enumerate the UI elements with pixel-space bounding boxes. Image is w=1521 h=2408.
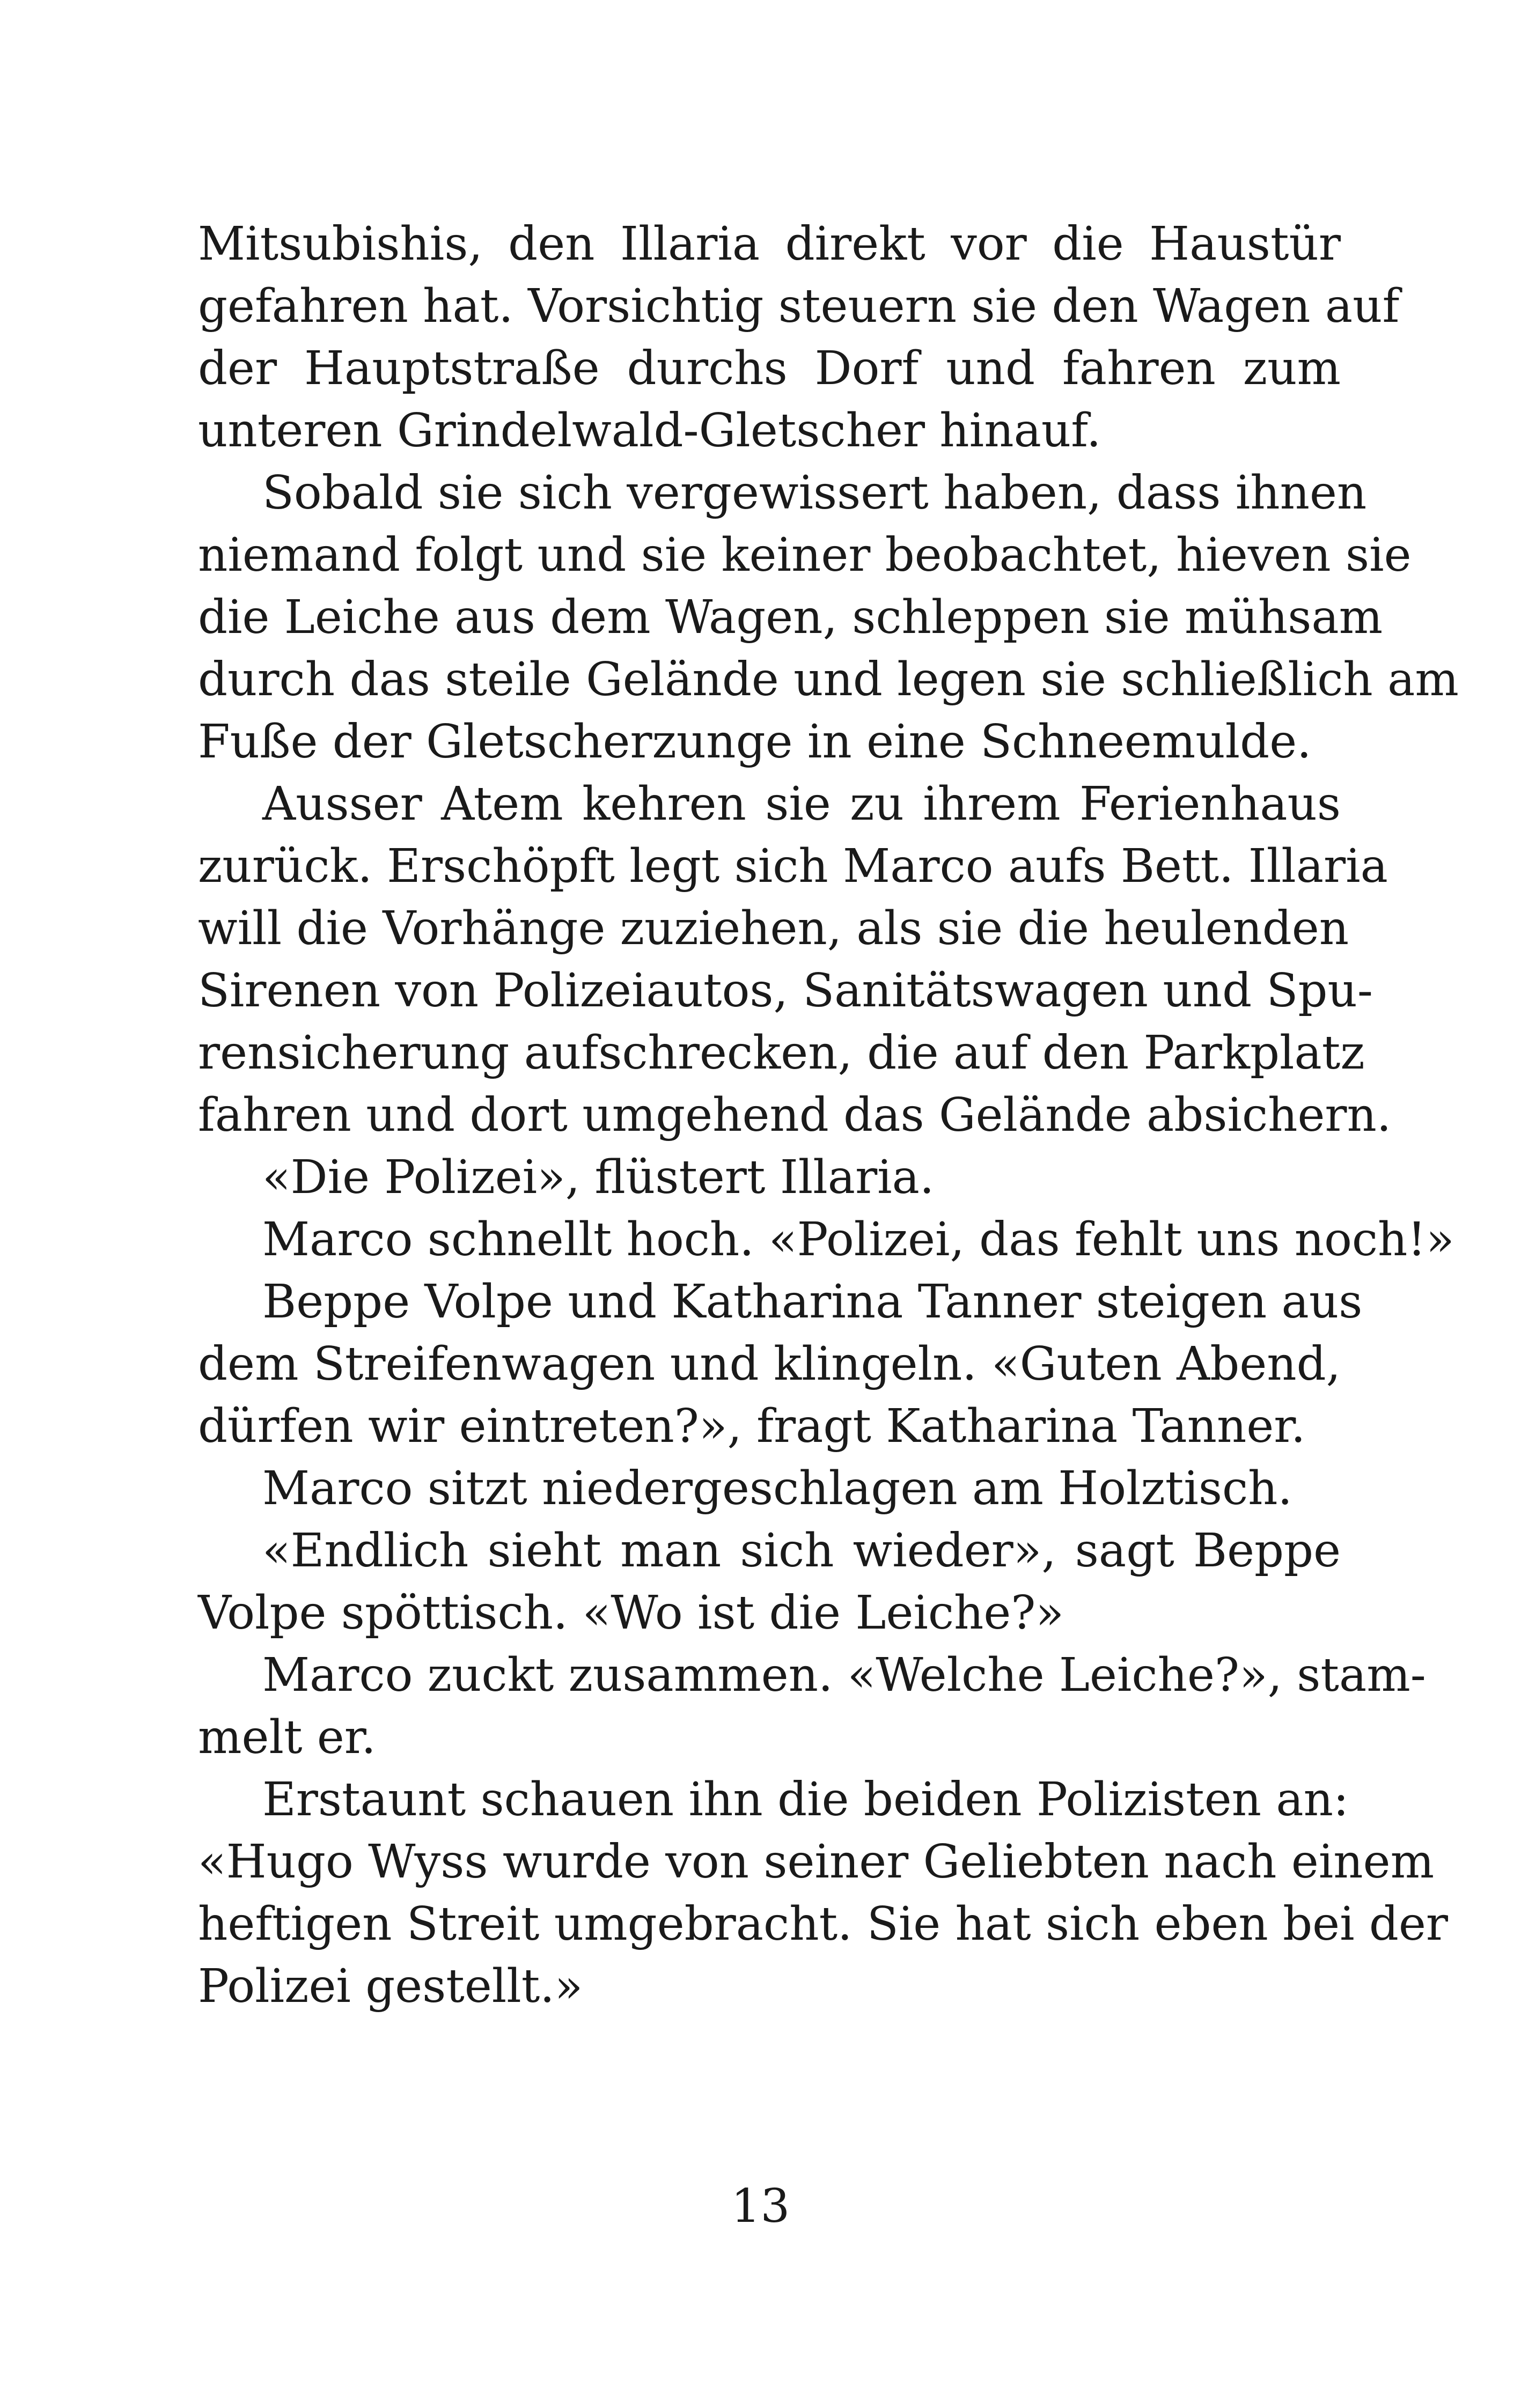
text-line: gefahren hat. Vorsichtig steuern sie den Wagen auf (198, 279, 1400, 333)
text-line: «Die Polizei», flüstert Illaria. (262, 1151, 935, 1204)
text-line: Polizei gestellt.» (198, 1960, 583, 2013)
text-line: Marco sitzt niedergeschlagen am Holztisch. (262, 1462, 1292, 1515)
text-line: niemand folgt und sie keiner beobachtet, hieven sie (198, 528, 1412, 582)
text-line: Erstaunt schauen ihn die beiden Polizisten an: (262, 1773, 1349, 1827)
text-line: melt er. (198, 1711, 376, 1764)
text-line: Fuße der Gletscherzunge in eine Schneemulde. (198, 715, 1312, 769)
text-line: unteren Grindelwald-Gletscher hinauf. (198, 404, 1101, 458)
body-text (198, 213, 1459, 2017)
text-line: zurück. Erschöpft legt sich Marco aufs Bett. Illaria (198, 840, 1388, 893)
text-line: durch das steile Gelände und legen sie schließlich am (198, 653, 1459, 706)
text-line: der Hauptstraße durchs Dorf und fahren zum (198, 342, 1341, 395)
text-line: Marco schnellt hoch. «Polizei, das fehlt uns noch!» (262, 1213, 1454, 1266)
text-line: die Leiche aus dem Wagen, schleppen sie mühsam (198, 591, 1383, 644)
text-line: «Hugo Wyss wurde von seiner Geliebten nach einem (198, 1835, 1435, 1889)
text-line: Sirenen von Polizeiautos, Sanitätswagen und Spu- (198, 964, 1373, 1018)
page-number: 13 (731, 2179, 790, 2233)
text-line: Beppe Volpe und Katharina Tanner steigen aus (262, 1275, 1363, 1329)
text-line: dürfen wir eintreten?», fragt Katharina Tanner. (198, 1400, 1306, 1453)
text-line: Ausser Atem kehren sie zu ihrem Ferienhaus (262, 777, 1341, 831)
text-line: «Endlich sieht man sich wieder», sagt Beppe (262, 1524, 1341, 1578)
text-line: rensicherung aufschrecken, die auf den Parkplatz (198, 1026, 1365, 1080)
text-line: heftigen Streit umgebracht. Sie hat sich eben bei der (198, 1897, 1448, 1951)
text-line: Mitsubishis, den Illaria direkt vor die Haustür (198, 217, 1341, 271)
text-line: Marco zuckt zusammen. «Welche Leiche?», stam- (262, 1648, 1426, 1702)
text-line: will die Vorhänge zuziehen, als sie die heulenden (198, 902, 1349, 955)
text-line: Volpe spöttisch. «Wo ist die Leiche?» (198, 1586, 1064, 1640)
text-line: fahren und dort umgehend das Gelände absichern. (198, 1088, 1392, 1142)
text-line: dem Streifenwagen und klingeln. «Guten Abend, (198, 1337, 1341, 1391)
text-line: Sobald sie sich vergewissert haben, dass ihnen (262, 466, 1367, 520)
